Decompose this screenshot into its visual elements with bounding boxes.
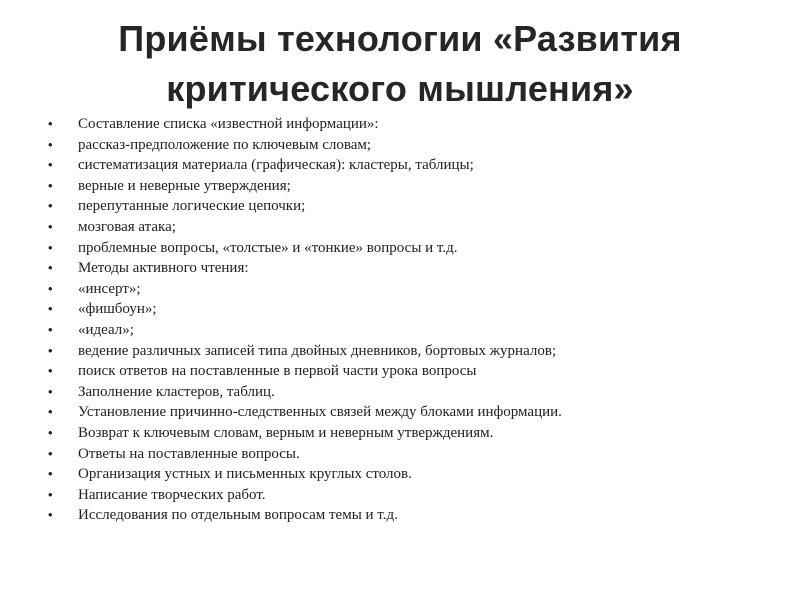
list-item: [40, 279, 760, 300]
list-item: [40, 361, 760, 382]
bullet-list: [40, 114, 760, 526]
bullet-dot-icon: •: [48, 280, 53, 296]
bullet-dot-icon: •: [48, 136, 53, 152]
bullet-dot-icon: •: [48, 157, 53, 173]
list-item-text: Установление причинно-следственных связей между блоками информации.: [78, 404, 562, 421]
list-item-text: перепутанные логические цепочки;: [78, 198, 306, 215]
list-item: [40, 382, 760, 403]
bullet-dot-icon: •: [48, 486, 53, 502]
list-item: [40, 341, 760, 362]
list-item: [40, 505, 760, 526]
bullet-dot-icon: •: [48, 383, 53, 399]
bullet-dot-icon: •: [48, 445, 53, 461]
list-item: [40, 320, 760, 341]
list-item-text: «инсерт»;: [78, 280, 141, 297]
bullet-dot-icon: •: [48, 507, 53, 523]
list-item: [40, 464, 760, 485]
list-item-text: Составление списка «известной информации»:: [78, 116, 379, 132]
list-item: [40, 423, 760, 444]
list-item-text: Методы активного чтения:: [78, 260, 249, 277]
bullet-dot-icon: •: [48, 116, 53, 131]
list-item-text: рассказ-предположение по ключевым словам;: [78, 136, 372, 153]
list-item-text: Организация устных и письменных круглых столов.: [78, 466, 412, 483]
bullet-dot-icon: •: [48, 177, 53, 193]
bullet-dot-icon: •: [48, 239, 53, 255]
list-item-text: проблемные вопросы, «толстые» и «тонкие» вопросы и т.д.: [78, 239, 458, 256]
list-item: [40, 299, 760, 320]
list-item: [40, 114, 760, 135]
bullet-dot-icon: •: [48, 466, 53, 482]
slide-title-line-1: Приёмы технологии «Развития: [118, 18, 682, 59]
bullet-dot-icon: •: [48, 260, 53, 276]
list-item: [40, 258, 760, 279]
bullet-dot-icon: •: [48, 363, 53, 379]
bullet-dot-icon: •: [48, 342, 53, 358]
bullet-dot-icon: •: [48, 301, 53, 317]
list-item: [40, 238, 760, 259]
list-item-text: систематизация материала (графическая): кластеры, таблицы;: [78, 157, 474, 174]
list-item-text: Написание творческих работ.: [78, 486, 266, 503]
list-item-text: ведение различных записей типа двойных дневников, бортовых журналов;: [78, 342, 557, 359]
list-item: [40, 485, 760, 506]
list-item: [40, 155, 760, 176]
bullet-dot-icon: •: [48, 198, 53, 214]
list-item-text: мозговая атака;: [78, 218, 176, 235]
slide-title: [40, 14, 760, 114]
list-item: [40, 444, 760, 465]
list-item-text: Исследования по отдельным вопросам темы и т.д.: [78, 507, 398, 524]
bullet-dot-icon: •: [48, 321, 53, 337]
list-item-text: «идеал»;: [78, 321, 134, 338]
bullet-dot-icon: •: [48, 218, 53, 234]
list-item: [40, 135, 760, 156]
list-item-text: поиск ответов на поставленные в первой части урока вопросы: [78, 363, 477, 380]
list-item-text: верные и неверные утверждения;: [78, 177, 291, 194]
list-item-text: «фишбоун»;: [78, 301, 157, 318]
bullet-dot-icon: •: [48, 404, 53, 420]
list-item-text: Заполнение кластеров, таблиц.: [78, 383, 275, 400]
bullet-dot-icon: •: [48, 424, 53, 440]
slide-title-line-2: критического мышления»: [166, 68, 634, 109]
list-item: [40, 402, 760, 423]
list-item-text: Возврат к ключевым словам, верным и неверным утверждениям.: [78, 424, 494, 441]
list-item: [40, 217, 760, 238]
list-item: [40, 196, 760, 217]
list-item: [40, 176, 760, 197]
list-item-text: Ответы на поставленные вопросы.: [78, 445, 300, 462]
